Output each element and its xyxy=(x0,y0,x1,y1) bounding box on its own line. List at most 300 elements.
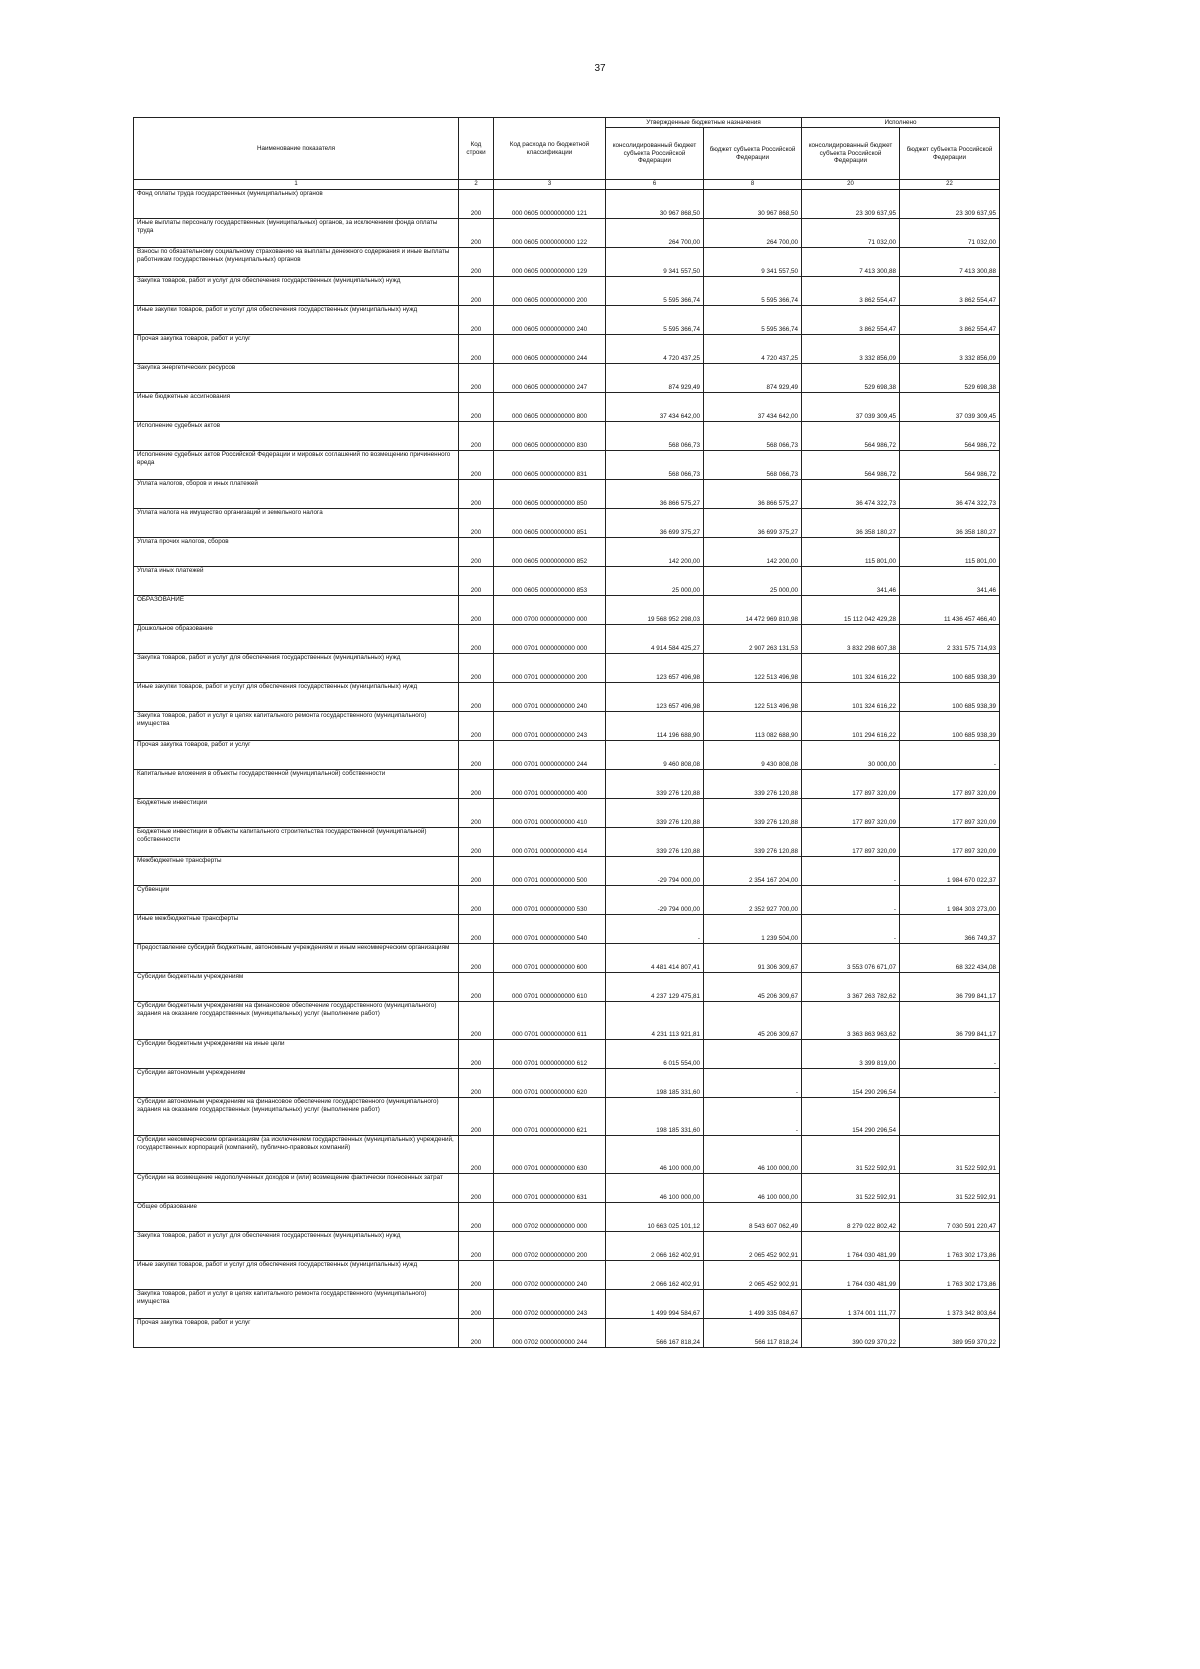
approved-consolidated-cell: 6 015 554,00 xyxy=(606,1040,704,1069)
line-code-cell: 200 xyxy=(459,364,494,393)
approved-subject-cell: 2 354 167 204,00 xyxy=(704,857,802,886)
executed-subject-cell: 564 986,72 xyxy=(900,422,1000,451)
executed-subject-cell: 36 799 841,17 xyxy=(900,1002,1000,1040)
executed-consolidated-cell: 23 309 637,95 xyxy=(802,190,900,219)
budget-code-cell: 000 0605 0000000000 129 xyxy=(494,248,606,277)
budget-code-cell: 000 0702 0000000000 240 xyxy=(494,1261,606,1290)
executed-subject-cell: 1 763 302 173,86 xyxy=(900,1261,1000,1290)
budget-code-cell: 000 0701 0000000000 620 xyxy=(494,1069,606,1098)
executed-consolidated-cell: 1 764 030 481,99 xyxy=(802,1232,900,1261)
approved-subject-cell xyxy=(704,1040,802,1069)
indicator-name-cell: Уплата иных платежей xyxy=(134,567,459,596)
indicator-name-cell: Закупка товаров, работ и услуг в целях капитального ремонта государственного (муниципального) имущества xyxy=(134,1290,459,1319)
indicator-name-cell: Субвенции xyxy=(134,886,459,915)
indicator-name-cell: Уплата налога на имущество организаций и земельного налога xyxy=(134,509,459,538)
approved-consolidated-cell: 30 967 868,50 xyxy=(606,190,704,219)
budget-code-cell: 000 0605 0000000000 244 xyxy=(494,335,606,364)
approved-consolidated-cell: 568 066,73 xyxy=(606,422,704,451)
approved-consolidated-cell: 19 568 952 298,03 xyxy=(606,596,704,625)
executed-consolidated-cell: 101 324 616,22 xyxy=(802,683,900,712)
executed-consolidated-cell: 177 897 320,09 xyxy=(802,828,900,857)
line-code-cell: 200 xyxy=(459,683,494,712)
budget-code-cell: 000 0605 0000000000 830 xyxy=(494,422,606,451)
table-row xyxy=(134,799,1000,828)
budget-code-cell: 000 0702 0000000000 200 xyxy=(494,1232,606,1261)
executed-subject-cell: 7 413 300,88 xyxy=(900,248,1000,277)
indicator-name-cell: Иные закупки товаров, работ и услуг для обеспечения государственных (муниципальных) нужд xyxy=(134,306,459,335)
table-row xyxy=(134,915,1000,944)
column-number: 3 xyxy=(494,180,606,190)
line-code-cell: 200 xyxy=(459,1203,494,1232)
header-approved-consolidated: консолидированный бюджет субъекта Российской Федерации xyxy=(606,128,704,180)
executed-consolidated-cell: 101 294 616,22 xyxy=(802,712,900,741)
indicator-name-cell: Субсидии автономным учреждениям на финансовое обеспечение государственного (муниципального) задания на оказание государственных (муниципальных) услуг (выполнение работ) xyxy=(134,1098,459,1136)
line-code-cell: 200 xyxy=(459,741,494,770)
executed-consolidated-cell: 3 862 554,47 xyxy=(802,306,900,335)
approved-consolidated-cell: 566 167 818,24 xyxy=(606,1319,704,1348)
line-code-cell: 200 xyxy=(459,1319,494,1348)
executed-consolidated-cell: 154 290 296,54 xyxy=(802,1069,900,1098)
indicator-name-cell: Прочая закупка товаров, работ и услуг xyxy=(134,335,459,364)
approved-subject-cell: 339 276 120,88 xyxy=(704,770,802,799)
table-row xyxy=(134,538,1000,567)
table-row xyxy=(134,1069,1000,1098)
approved-consolidated-cell: 4 914 584 425,27 xyxy=(606,625,704,654)
line-code-cell: 200 xyxy=(459,248,494,277)
executed-subject-cell: 115 801,00 xyxy=(900,538,1000,567)
budget-code-cell: 000 0701 0000000000 540 xyxy=(494,915,606,944)
executed-consolidated-cell: 36 474 322,73 xyxy=(802,480,900,509)
budget-code-cell: 000 0702 0000000000 244 xyxy=(494,1319,606,1348)
indicator-name-cell: Дошкольное образование xyxy=(134,625,459,654)
table-row xyxy=(134,1098,1000,1136)
column-number: 20 xyxy=(802,180,900,190)
approved-subject-cell: 568 066,73 xyxy=(704,451,802,480)
executed-consolidated-cell: 1 764 030 481,99 xyxy=(802,1261,900,1290)
budget-code-cell: 000 0701 0000000000 611 xyxy=(494,1002,606,1040)
executed-subject-cell: 2 331 575 714,93 xyxy=(900,625,1000,654)
column-number: 6 xyxy=(606,180,704,190)
header-executed-subject: бюджет субъекта Российской Федерации xyxy=(900,128,1000,180)
line-code-cell: 200 xyxy=(459,1098,494,1136)
executed-subject-cell: 564 986,72 xyxy=(900,451,1000,480)
budget-code-cell: 000 0605 0000000000 851 xyxy=(494,509,606,538)
column-number: 22 xyxy=(900,180,1000,190)
table-row xyxy=(134,944,1000,973)
approved-consolidated-cell: 25 000,00 xyxy=(606,567,704,596)
line-code-cell: 200 xyxy=(459,393,494,422)
table-row xyxy=(134,335,1000,364)
budget-code-cell: 000 0701 0000000000 500 xyxy=(494,857,606,886)
approved-consolidated-cell: -29 794 000,00 xyxy=(606,857,704,886)
executed-consolidated-cell: 37 039 309,45 xyxy=(802,393,900,422)
table-row xyxy=(134,857,1000,886)
indicator-name-cell: Бюджетные инвестиции xyxy=(134,799,459,828)
approved-subject-cell: - xyxy=(704,1069,802,1098)
line-code-cell: 200 xyxy=(459,1136,494,1174)
table-row xyxy=(134,190,1000,219)
approved-subject-cell: 1 499 335 084,67 xyxy=(704,1290,802,1319)
approved-consolidated-cell: 36 699 375,27 xyxy=(606,509,704,538)
line-code-cell: 200 xyxy=(459,190,494,219)
indicator-name-cell: Субсидии некоммерческим организациям (за исключением государственных (муниципальных) учреждений, государственных корпораций (компаний), публично-правовых компаний) xyxy=(134,1136,459,1174)
line-code-cell: 200 xyxy=(459,451,494,480)
column-number: 1 xyxy=(134,180,459,190)
executed-subject-cell: 23 309 637,95 xyxy=(900,190,1000,219)
line-code-cell: 200 xyxy=(459,857,494,886)
executed-subject-cell: 100 685 938,39 xyxy=(900,654,1000,683)
budget-code-cell: 000 0605 0000000000 200 xyxy=(494,277,606,306)
table-row xyxy=(134,712,1000,741)
approved-consolidated-cell: 874 929,49 xyxy=(606,364,704,393)
table-row xyxy=(134,393,1000,422)
approved-subject-cell: 9 341 557,50 xyxy=(704,248,802,277)
executed-consolidated-cell: 1 374 001 111,77 xyxy=(802,1290,900,1319)
line-code-cell: 200 xyxy=(459,596,494,625)
approved-subject-cell: 45 206 309,67 xyxy=(704,973,802,1002)
budget-code-cell: 000 0605 0000000000 122 xyxy=(494,219,606,248)
executed-consolidated-cell: 177 897 320,09 xyxy=(802,799,900,828)
executed-subject-cell: 177 897 320,09 xyxy=(900,828,1000,857)
executed-subject-cell: 100 685 938,39 xyxy=(900,683,1000,712)
approved-consolidated-cell: 2 066 162 402,91 xyxy=(606,1232,704,1261)
budget-code-cell: 000 0605 0000000000 850 xyxy=(494,480,606,509)
budget-code-cell: 000 0605 0000000000 852 xyxy=(494,538,606,567)
indicator-name-cell: Субсидии бюджетным учреждениям на финансовое обеспечение государственного (муниципального) задания на оказание государственных (муниципальных) услуг (выполнение работ) xyxy=(134,1002,459,1040)
line-code-cell: 200 xyxy=(459,944,494,973)
executed-consolidated-cell: - xyxy=(802,915,900,944)
indicator-name-cell: Иные выплаты персоналу государственных (муниципальных) органов, за исключением фонда оплаты труда xyxy=(134,219,459,248)
approved-consolidated-cell: 198 185 331,60 xyxy=(606,1069,704,1098)
approved-subject-cell: 8 543 607 062,49 xyxy=(704,1203,802,1232)
indicator-name-cell: Субсидии автономным учреждениям xyxy=(134,1069,459,1098)
header-executed-consolidated: консолидированный бюджет субъекта Российской Федерации xyxy=(802,128,900,180)
approved-subject-cell: 874 929,49 xyxy=(704,364,802,393)
table-row xyxy=(134,654,1000,683)
approved-subject-cell: 14 472 969 810,98 xyxy=(704,596,802,625)
executed-consolidated-cell: 15 112 042 429,28 xyxy=(802,596,900,625)
executed-subject-cell: 366 749,37 xyxy=(900,915,1000,944)
approved-subject-cell: 9 430 808,08 xyxy=(704,741,802,770)
budget-code-cell: 000 0701 0000000000 243 xyxy=(494,712,606,741)
budget-code-cell: 000 0605 0000000000 247 xyxy=(494,364,606,393)
line-code-cell: 200 xyxy=(459,1002,494,1040)
approved-subject-cell: 30 967 868,50 xyxy=(704,190,802,219)
executed-subject-cell: - xyxy=(900,1069,1000,1098)
line-code-cell: 200 xyxy=(459,712,494,741)
line-code-cell: 200 xyxy=(459,1040,494,1069)
line-code-cell: 200 xyxy=(459,1290,494,1319)
executed-subject-cell: 36 799 841,17 xyxy=(900,973,1000,1002)
budget-code-cell: 000 0701 0000000000 600 xyxy=(494,944,606,973)
executed-subject-cell: - xyxy=(900,1040,1000,1069)
table-row xyxy=(134,741,1000,770)
table-row xyxy=(134,422,1000,451)
indicator-name-cell: Уплата налогов, сборов и иных платежей xyxy=(134,480,459,509)
executed-consolidated-cell: 30 000,00 xyxy=(802,741,900,770)
budget-code-cell: 000 0701 0000000000 200 xyxy=(494,654,606,683)
executed-consolidated-cell: 177 897 320,09 xyxy=(802,770,900,799)
approved-subject-cell: 2 065 452 902,91 xyxy=(704,1232,802,1261)
executed-subject-cell: 529 698,38 xyxy=(900,364,1000,393)
approved-subject-cell: 36 699 375,27 xyxy=(704,509,802,538)
approved-consolidated-cell: 10 663 025 101,12 xyxy=(606,1203,704,1232)
approved-consolidated-cell: 123 657 496,98 xyxy=(606,654,704,683)
executed-subject-cell: 7 030 591 220,47 xyxy=(900,1203,1000,1232)
executed-consolidated-cell: 115 801,00 xyxy=(802,538,900,567)
approved-subject-cell: 25 000,00 xyxy=(704,567,802,596)
executed-subject-cell: 1 984 670 022,37 xyxy=(900,857,1000,886)
approved-consolidated-cell: 5 595 366,74 xyxy=(606,306,704,335)
table-row xyxy=(134,886,1000,915)
indicator-name-cell: Взносы по обязательному социальному страхованию на выплаты денежного содержания и иные выплаты работникам государственных (муниципальных) органов xyxy=(134,248,459,277)
approved-consolidated-cell: 339 276 120,88 xyxy=(606,770,704,799)
executed-consolidated-cell: - xyxy=(802,857,900,886)
indicator-name-cell: Исполнение судебных актов Российской Федерации и мировых соглашений по возмещению причиненного вреда xyxy=(134,451,459,480)
column-numbers-row xyxy=(134,180,1000,190)
line-code-cell: 200 xyxy=(459,973,494,1002)
approved-subject-cell: 122 513 496,98 xyxy=(704,654,802,683)
indicator-name-cell: Предоставление субсидий бюджетным, автономным учреждениям и иным некоммерческим организациям xyxy=(134,944,459,973)
executed-consolidated-cell: 31 522 592,91 xyxy=(802,1136,900,1174)
indicator-name-cell: Капитальные вложения в объекты государственной (муниципальной) собственности xyxy=(134,770,459,799)
approved-subject-cell: 339 276 120,88 xyxy=(704,828,802,857)
table-row xyxy=(134,248,1000,277)
table-row xyxy=(134,770,1000,799)
budget-code-cell: 000 0701 0000000000 410 xyxy=(494,799,606,828)
line-code-cell: 200 xyxy=(459,335,494,364)
table-row xyxy=(134,364,1000,393)
table-body xyxy=(134,190,1000,1348)
indicator-name-cell: Субсидии бюджетным учреждениям на иные цели xyxy=(134,1040,459,1069)
approved-subject-cell: 1 239 504,00 xyxy=(704,915,802,944)
executed-consolidated-cell: 3 832 298 607,38 xyxy=(802,625,900,654)
header-indicator-name: Наименование показателя xyxy=(134,118,459,180)
approved-consolidated-cell: 5 595 366,74 xyxy=(606,277,704,306)
line-code-cell: 200 xyxy=(459,915,494,944)
approved-subject-cell: 2 065 452 902,91 xyxy=(704,1261,802,1290)
executed-consolidated-cell: 341,46 xyxy=(802,567,900,596)
approved-consolidated-cell: 198 185 331,60 xyxy=(606,1098,704,1136)
approved-consolidated-cell: 339 276 120,88 xyxy=(606,799,704,828)
budget-code-cell: 000 0605 0000000000 240 xyxy=(494,306,606,335)
indicator-name-cell: Иные бюджетные ассигнования xyxy=(134,393,459,422)
line-code-cell: 200 xyxy=(459,654,494,683)
table-row xyxy=(134,1290,1000,1319)
budget-code-cell: 000 0702 0000000000 000 xyxy=(494,1203,606,1232)
table-row xyxy=(134,1136,1000,1174)
executed-subject-cell: 1 763 302 173,86 xyxy=(900,1232,1000,1261)
executed-subject-cell: 177 897 320,09 xyxy=(900,799,1000,828)
line-code-cell: 200 xyxy=(459,1232,494,1261)
line-code-cell: 200 xyxy=(459,509,494,538)
line-code-cell: 200 xyxy=(459,422,494,451)
executed-consolidated-cell: 101 324 616,22 xyxy=(802,654,900,683)
approved-subject-cell: 122 513 496,98 xyxy=(704,683,802,712)
header-executed-group: Исполнено xyxy=(802,118,1000,128)
approved-subject-cell: - xyxy=(704,1098,802,1136)
budget-code-cell: 000 0701 0000000000 630 xyxy=(494,1136,606,1174)
line-code-cell: 200 xyxy=(459,770,494,799)
approved-subject-cell: 45 206 309,67 xyxy=(704,1002,802,1040)
line-code-cell: 200 xyxy=(459,538,494,567)
budget-code-cell: 000 0700 0000000000 000 xyxy=(494,596,606,625)
table-row xyxy=(134,219,1000,248)
header-approved-subject: бюджет субъекта Российской Федерации xyxy=(704,128,802,180)
approved-subject-cell: 5 595 366,74 xyxy=(704,277,802,306)
executed-consolidated-cell: - xyxy=(802,886,900,915)
executed-subject-cell: 31 522 592,91 xyxy=(900,1174,1000,1203)
line-code-cell: 200 xyxy=(459,219,494,248)
table-row xyxy=(134,509,1000,538)
table-row xyxy=(134,480,1000,509)
approved-subject-cell: 566 117 818,24 xyxy=(704,1319,802,1348)
indicator-name-cell: Закупка товаров, работ и услуг для обеспечения государственных (муниципальных) нужд xyxy=(134,277,459,306)
header-line-code: Код строки xyxy=(459,118,494,180)
table-row xyxy=(134,683,1000,712)
line-code-cell: 200 xyxy=(459,799,494,828)
approved-subject-cell: 46 100 000,00 xyxy=(704,1174,802,1203)
approved-consolidated-cell: -29 794 000,00 xyxy=(606,886,704,915)
approved-subject-cell: 142 200,00 xyxy=(704,538,802,567)
line-code-cell: 200 xyxy=(459,1174,494,1203)
budget-code-cell: 000 0701 0000000000 621 xyxy=(494,1098,606,1136)
budget-code-cell: 000 0701 0000000000 000 xyxy=(494,625,606,654)
budget-code-cell: 000 0605 0000000000 831 xyxy=(494,451,606,480)
table-row xyxy=(134,1040,1000,1069)
executed-consolidated-cell: 36 358 180,27 xyxy=(802,509,900,538)
table-row xyxy=(134,1203,1000,1232)
line-code-cell: 200 xyxy=(459,1069,494,1098)
table-row xyxy=(134,596,1000,625)
budget-code-cell: 000 0701 0000000000 530 xyxy=(494,886,606,915)
column-number: 2 xyxy=(459,180,494,190)
indicator-name-cell: Исполнение судебных актов xyxy=(134,422,459,451)
approved-consolidated-cell: 9 460 808,08 xyxy=(606,741,704,770)
indicator-name-cell: Иные межбюджетные трансферты xyxy=(134,915,459,944)
executed-consolidated-cell: 7 413 300,88 xyxy=(802,248,900,277)
executed-subject-cell: 100 685 938,39 xyxy=(900,712,1000,741)
executed-consolidated-cell: 3 399 819,00 xyxy=(802,1040,900,1069)
approved-subject-cell: 46 100 000,00 xyxy=(704,1136,802,1174)
executed-consolidated-cell: 3 332 856,09 xyxy=(802,335,900,364)
indicator-name-cell: Уплата прочих налогов, сборов xyxy=(134,538,459,567)
executed-subject-cell: 1 984 303 273,00 xyxy=(900,886,1000,915)
executed-subject-cell: - xyxy=(900,741,1000,770)
table-row xyxy=(134,451,1000,480)
approved-consolidated-cell: 4 720 437,25 xyxy=(606,335,704,364)
executed-subject-cell: 177 897 320,09 xyxy=(900,770,1000,799)
approved-consolidated-cell: 9 341 557,50 xyxy=(606,248,704,277)
approved-consolidated-cell: 264 700,00 xyxy=(606,219,704,248)
executed-subject-cell: 11 436 457 466,40 xyxy=(900,596,1000,625)
budget-code-cell: 000 0701 0000000000 400 xyxy=(494,770,606,799)
approved-consolidated-cell: 142 200,00 xyxy=(606,538,704,567)
table-row xyxy=(134,1261,1000,1290)
executed-subject-cell: 71 032,00 xyxy=(900,219,1000,248)
approved-subject-cell: 2 907 263 131,53 xyxy=(704,625,802,654)
executed-subject-cell: 68 322 434,08 xyxy=(900,944,1000,973)
line-code-cell: 200 xyxy=(459,828,494,857)
indicator-name-cell: Закупка товаров, работ и услуг для обеспечения государственных (муниципальных) нужд xyxy=(134,654,459,683)
executed-consolidated-cell: 3 363 863 963,62 xyxy=(802,1002,900,1040)
indicator-name-cell: Общее образование xyxy=(134,1203,459,1232)
approved-consolidated-cell: 46 100 000,00 xyxy=(606,1174,704,1203)
budget-code-cell: 000 0605 0000000000 853 xyxy=(494,567,606,596)
executed-subject-cell: 31 522 592,91 xyxy=(900,1136,1000,1174)
indicator-name-cell: Субсидии бюджетным учреждениям xyxy=(134,973,459,1002)
executed-subject-cell: 3 332 856,09 xyxy=(900,335,1000,364)
approved-subject-cell: 2 352 927 700,00 xyxy=(704,886,802,915)
budget-code-cell: 000 0605 0000000000 121 xyxy=(494,190,606,219)
executed-consolidated-cell: 154 290 296,54 xyxy=(802,1098,900,1136)
column-number: 8 xyxy=(704,180,802,190)
table-row xyxy=(134,973,1000,1002)
table-row xyxy=(134,1002,1000,1040)
executed-consolidated-cell: 564 986,72 xyxy=(802,422,900,451)
approved-consolidated-cell: 114 196 688,90 xyxy=(606,712,704,741)
header-budget-code: Код расхода по бюджетной классификации xyxy=(494,118,606,180)
budget-code-cell: 000 0701 0000000000 610 xyxy=(494,973,606,1002)
budget-code-cell: 000 0701 0000000000 240 xyxy=(494,683,606,712)
approved-subject-cell: 37 434 642,00 xyxy=(704,393,802,422)
indicator-name-cell: Прочая закупка товаров, работ и услуг xyxy=(134,741,459,770)
approved-subject-cell: 339 276 120,88 xyxy=(704,799,802,828)
approved-subject-cell: 113 082 688,90 xyxy=(704,712,802,741)
budget-code-cell: 000 0702 0000000000 243 xyxy=(494,1290,606,1319)
indicator-name-cell: Фонд оплаты труда государственных (муниципальных) органов xyxy=(134,190,459,219)
indicator-name-cell: Межбюджетные трансферты xyxy=(134,857,459,886)
indicator-name-cell: Закупка энергетических ресурсов xyxy=(134,364,459,393)
budget-code-cell: 000 0701 0000000000 244 xyxy=(494,741,606,770)
indicator-name-cell: Прочая закупка товаров, работ и услуг xyxy=(134,1319,459,1348)
indicator-name-cell: Бюджетные инвестиции в объекты капитального строительства государственной (муниципальной) собственности xyxy=(134,828,459,857)
executed-subject-cell: 36 358 180,27 xyxy=(900,509,1000,538)
executed-subject-cell: 1 373 342 803,64 xyxy=(900,1290,1000,1319)
executed-subject-cell xyxy=(900,1098,1000,1136)
table-row xyxy=(134,277,1000,306)
approved-consolidated-cell: 1 499 994 584,67 xyxy=(606,1290,704,1319)
executed-consolidated-cell: 3 367 263 782,62 xyxy=(802,973,900,1002)
approved-subject-cell: 36 866 575,27 xyxy=(704,480,802,509)
table-row xyxy=(134,306,1000,335)
executed-consolidated-cell: 390 029 370,22 xyxy=(802,1319,900,1348)
approved-consolidated-cell: 4 231 113 921,81 xyxy=(606,1002,704,1040)
executed-subject-cell: 3 862 554,47 xyxy=(900,306,1000,335)
line-code-cell: 200 xyxy=(459,567,494,596)
approved-subject-cell: 264 700,00 xyxy=(704,219,802,248)
line-code-cell: 200 xyxy=(459,886,494,915)
executed-subject-cell: 389 959 370,22 xyxy=(900,1319,1000,1348)
table-row xyxy=(134,625,1000,654)
executed-consolidated-cell: 3 862 554,47 xyxy=(802,277,900,306)
budget-code-cell: 000 0701 0000000000 631 xyxy=(494,1174,606,1203)
line-code-cell: 200 xyxy=(459,480,494,509)
indicator-name-cell: Иные закупки товаров, работ и услуг для обеспечения государственных (муниципальных) нужд xyxy=(134,683,459,712)
approved-consolidated-cell: 46 100 000,00 xyxy=(606,1136,704,1174)
approved-subject-cell: 5 595 366,74 xyxy=(704,306,802,335)
approved-consolidated-cell: 37 434 642,00 xyxy=(606,393,704,422)
executed-consolidated-cell: 8 279 022 802,42 xyxy=(802,1203,900,1232)
line-code-cell: 200 xyxy=(459,306,494,335)
executed-consolidated-cell: 31 522 592,91 xyxy=(802,1174,900,1203)
executed-subject-cell: 341,46 xyxy=(900,567,1000,596)
budget-code-cell: 000 0701 0000000000 414 xyxy=(494,828,606,857)
executed-subject-cell: 3 862 554,47 xyxy=(900,277,1000,306)
approved-subject-cell: 568 066,73 xyxy=(704,422,802,451)
table-row xyxy=(134,828,1000,857)
table-row xyxy=(134,1174,1000,1203)
